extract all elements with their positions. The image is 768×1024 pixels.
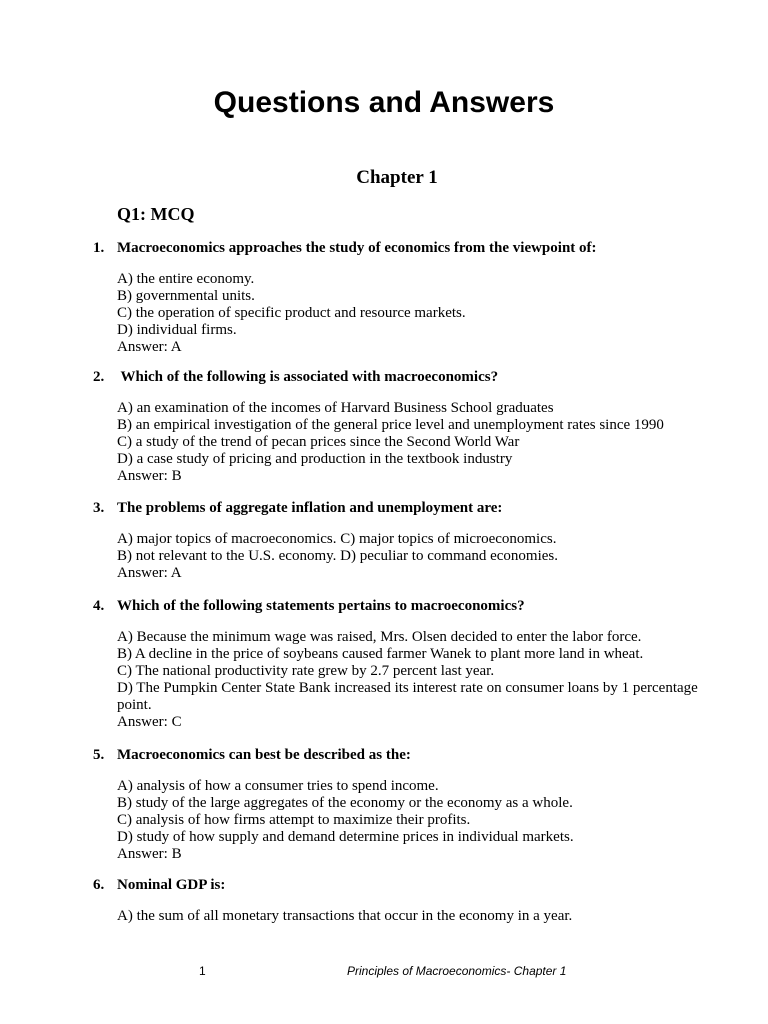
question-number: 2. <box>93 369 105 385</box>
question-text: Nominal GDP is: <box>117 877 226 893</box>
question-3 <box>93 500 713 582</box>
question-6 <box>93 877 713 925</box>
option-line: B) not relevant to the U.S. economy. D) peculiar to command economies. <box>117 548 558 564</box>
document-title: Questions and Answers <box>213 86 555 119</box>
option-c: C) analysis of how firms attempt to maximize their profits. <box>117 812 471 828</box>
answer-line: Answer: B <box>117 468 182 484</box>
option-a: A) Because the minimum wage was raised, Mrs. Olsen decided to enter the labor force. <box>117 629 642 645</box>
option-c: C) The national productivity rate grew by 2.7 percent last year. <box>117 663 495 679</box>
question-stem <box>93 369 713 386</box>
option-c: C) a study of the trend of pecan prices since the Second World War <box>117 434 520 450</box>
question-number: 1. <box>93 240 105 256</box>
question-5 <box>93 747 713 863</box>
option-list <box>117 778 713 863</box>
option-b: B) study of the large aggregates of the economy or the economy as a whole. <box>117 795 573 811</box>
option-list <box>117 531 713 582</box>
question-number: 5. <box>93 747 105 763</box>
question-text: Which of the following statements pertains to macroeconomics? <box>117 598 525 614</box>
question-number: 4. <box>93 598 105 614</box>
question-stem <box>93 500 713 517</box>
answer-line: Answer: C <box>117 714 182 730</box>
option-b: B) A decline in the price of soybeans caused farmer Wanek to plant more land in wheat. <box>117 646 644 662</box>
question-4 <box>93 598 713 731</box>
option-list <box>117 400 713 485</box>
question-stem <box>93 240 713 257</box>
chapter-heading: Chapter 1 <box>356 167 438 188</box>
question-number: 3. <box>93 500 105 516</box>
running-title: Principles of Macroeconomics- Chapter 1 <box>347 964 567 978</box>
option-a: A) analysis of how a consumer tries to spend income. <box>117 778 439 794</box>
question-1 <box>93 240 713 356</box>
question-text: Which of the following is associated with macroeconomics? <box>117 369 499 385</box>
option-a: A) the sum of all monetary transactions that occur in the economy in a year. <box>117 908 573 924</box>
section-heading: Q1: MCQ <box>117 204 195 224</box>
option-d: D) a case study of pricing and production in the textbook industry <box>117 451 513 467</box>
option-list <box>117 629 713 731</box>
question-text: Macroeconomics can best be described as the: <box>117 747 411 763</box>
option-b: B) an empirical investigation of the general price level and unemployment rates since 1990 <box>117 417 664 433</box>
answer-line: Answer: B <box>117 846 182 862</box>
option-a: A) the entire economy. <box>117 271 255 287</box>
page-number: 1 <box>199 964 206 978</box>
option-b: B) governmental units. <box>117 288 255 304</box>
answer-line: Answer: A <box>117 339 182 355</box>
page-footer <box>0 962 768 982</box>
question-stem <box>93 598 713 615</box>
option-d: D) The Pumpkin Center State Bank increased its interest rate on consumer loans by 1 percentage point. <box>117 680 698 713</box>
question-number: 6. <box>93 877 105 893</box>
question-text: Macroeconomics approaches the study of economics from the viewpoint of: <box>117 240 597 256</box>
question-stem <box>93 747 713 764</box>
option-list <box>117 271 713 356</box>
option-list <box>117 908 713 925</box>
option-d: D) individual firms. <box>117 322 237 338</box>
option-c: C) the operation of specific product and resource markets. <box>117 305 466 321</box>
question-text: The problems of aggregate inflation and unemployment are: <box>117 500 503 516</box>
question-stem <box>93 877 713 894</box>
option-d: D) study of how supply and demand determine prices in individual markets. <box>117 829 574 845</box>
option-line: A) major topics of macroeconomics. C) major topics of microeconomics. <box>117 531 557 547</box>
question-2 <box>93 369 713 485</box>
answer-line: Answer: A <box>117 565 182 581</box>
option-a: A) an examination of the incomes of Harvard Business School graduates <box>117 400 554 416</box>
